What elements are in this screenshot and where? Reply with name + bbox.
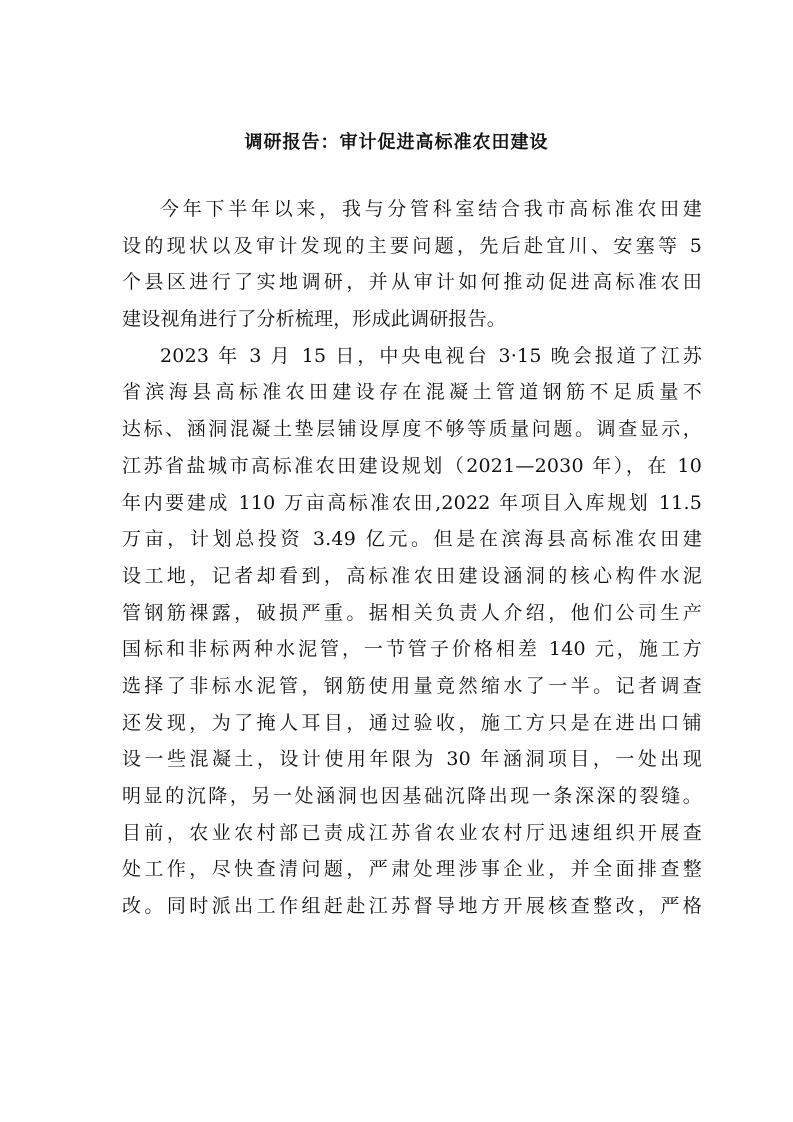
paragraph-1: [122, 191, 702, 338]
text-line: 省滨海县高标准农田建设存在混凝土管道钢筋不足质量不: [122, 381, 702, 404]
document-title: 调研报告：审计促进高标准农田建设: [244, 132, 549, 153]
text-line: 改。同时派出工作组赶赴江苏督导地方开展核查整改，严格: [122, 895, 702, 918]
text-line: 年内要建成 110 万亩高标准农田,2022 年项目入库规划 11.5: [122, 491, 702, 514]
text-line: 还发现，为了掩人耳目，通过验收，施工方只是在进出口铺: [122, 711, 702, 734]
text-line: 个县区进行了实地调研，并从审计如何推动促进高标准农田: [122, 271, 702, 294]
document-body: [122, 191, 702, 925]
text-line: 管钢筋裸露，破损严重。据相关负责人介绍，他们公司生产: [122, 601, 702, 624]
text-line: 达标、涵洞混凝土垫层铺设厚度不够等质量问题。调查显示，: [122, 418, 702, 441]
text-line: 设一些混凝土，设计使用年限为 30 年涵洞项目，一处出现: [122, 748, 702, 771]
text-line: 万亩，计划总投资 3.49 亿元。但是在滨海县高标准农田建: [122, 528, 702, 551]
text-line: 江苏省盐城市高标准农田建设规划（2021—2030 年），在 10: [122, 454, 702, 477]
text-line: 明显的沉降，另一处涵洞也因基础沉降出现一条深深的裂缝。: [122, 785, 702, 807]
text-line: 2023 年 3 月 15 日，中央电视台 3·15 晚会报道了江苏: [160, 344, 702, 367]
text-line: 建设视角进行了分析梳理，形成此调研报告。: [122, 308, 507, 331]
text-line: 国标和非标两种水泥管，一节管子价格相差 140 元，施工方: [122, 638, 702, 661]
paragraph-2: [122, 338, 702, 925]
text-line: 目前，农业农村部已责成江苏省农业农村厅迅速组织开展查: [122, 821, 702, 844]
text-line: 选择了非标水泥管，钢筋使用量竟然缩水了一半。记者调查: [122, 674, 702, 697]
text-line: 设工地，记者却看到，高标准农田建设涵洞的核心构件水泥: [122, 564, 702, 587]
text-line: 今年下半年以来，我与分管科室结合我市高标准农田建: [160, 198, 702, 220]
text-line: 设的现状以及审计发现的主要问题，先后赴宜川、安塞等 5: [122, 234, 702, 257]
text-line: 处工作，尽快查清问题，严肃处理涉事企业，并全面排查整: [122, 858, 702, 881]
